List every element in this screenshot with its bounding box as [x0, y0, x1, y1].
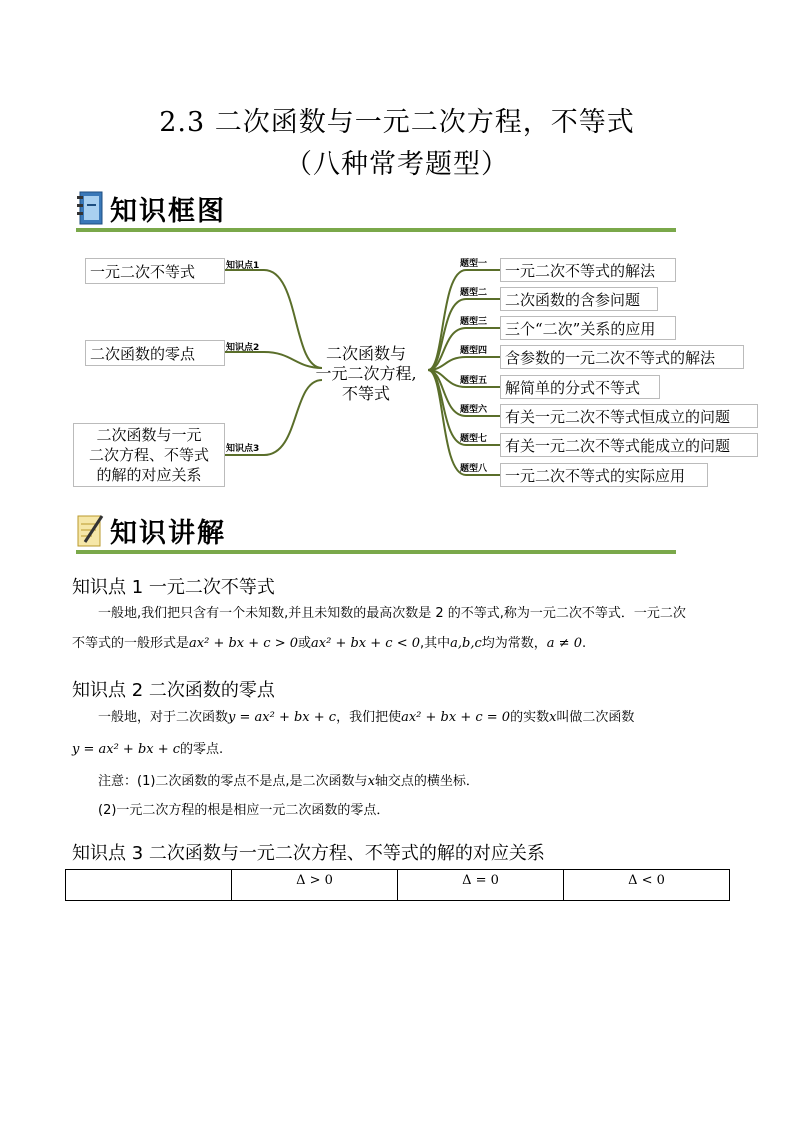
node-text: 解简单的分式不等式 [505, 378, 641, 397]
math-expression: ax² + bx + c < 0 [311, 636, 420, 651]
mindmap-node-t2 [500, 287, 658, 311]
math-expression: a ≠ 0 [546, 636, 582, 651]
mindmap-label-t7: 题型七 [460, 434, 488, 444]
mindmap-node-t6 [500, 404, 758, 428]
math-expression: a,b,c [450, 636, 482, 651]
text-run: 或 [298, 636, 312, 651]
pen-paper-icon [76, 512, 104, 548]
mindmap-node-kp3 [73, 423, 225, 487]
mindmap-label-t3: 题型三 [460, 317, 488, 327]
mindmap-center-node [300, 344, 432, 404]
node-text: 二次函数的含参问题 [505, 290, 641, 309]
table-header-row [66, 870, 730, 901]
center-line: 一元二次方程, [315, 364, 417, 383]
math-expression: x [367, 774, 375, 789]
document-title: 2.3 二次函数与一元二次方程，不等式 [159, 107, 635, 138]
text-run: 均为常数， [481, 636, 547, 651]
table-header-cell: Δ = 0 [398, 870, 564, 901]
document-subtitle: （八种常考题型） [285, 149, 509, 180]
text-run: ，我们把使 [336, 710, 402, 725]
math-expression: y = ax² + bx + c [228, 710, 337, 725]
table-header-cell [66, 870, 232, 901]
kp2-note1 [72, 768, 732, 796]
mindmap-label-t4: 题型四 [460, 346, 488, 356]
math-expression: y = ax² + bx + c [72, 742, 181, 757]
node-text-line: 的解的对应关系 [96, 466, 202, 484]
node-text: 含参数的一元二次不等式的解法 [505, 348, 716, 367]
mindmap-node-kp1 [85, 258, 225, 284]
text-run: 叫做二次函数 [556, 710, 635, 725]
mindmap-label-kp3: 知识点3 [226, 444, 260, 454]
mindmap-label-t6: 题型六 [460, 405, 488, 415]
mindmap-node-t4 [500, 345, 744, 369]
text-run: 的零点. [180, 742, 224, 757]
mindmap-node-t3 [500, 316, 676, 340]
table-header-cell: Δ > 0 [232, 870, 398, 901]
text-run: 注意：(1)二次函数的零点不是点,是二次函数与 [98, 774, 368, 789]
text-run: 的实数 [510, 710, 550, 725]
mindmap-node-t1 [500, 258, 676, 282]
kp3-heading: 知识点 3 二次函数与一元二次方程、不等式的解的对应关系 [72, 843, 545, 864]
kp1-heading: 知识点 1 一元二次不等式 [72, 577, 275, 598]
kp2-heading: 知识点 2 二次函数的零点 [72, 680, 275, 701]
node-text: 三个“二次”关系的应用 [505, 319, 656, 338]
node-text: 一元二次不等式 [90, 262, 196, 281]
kp1-paragraph-line2 [72, 630, 732, 658]
node-text: 一元二次不等式的解法 [505, 261, 656, 280]
section-title-framework: 知识框图 [110, 195, 226, 227]
node-text: 一元二次不等式的实际应用 [505, 466, 686, 485]
section-title-lecture: 知识讲解 [110, 517, 226, 549]
mindmap-node-t5 [500, 375, 660, 399]
text-run: 不等式的一般形式是 [72, 636, 190, 651]
kp1-paragraph-line1: 一般地,我们把只含有一个未知数,并且未知数的最高次数是 2 的不等式,称为一元二次不等式．一元二次 [98, 606, 686, 621]
mindmap-node-kp2 [85, 340, 225, 366]
mindmap-label-kp2: 知识点2 [226, 343, 260, 353]
math-expression: x [549, 710, 557, 725]
node-text-line: 二次函数与一元 [96, 426, 202, 444]
center-line: 二次函数与 [325, 344, 406, 363]
correspondence-table [65, 869, 730, 901]
mindmap-label-kp1: 知识点1 [226, 261, 260, 271]
mindmap-node-t7 [500, 433, 758, 457]
node-text: 有关一元二次不等式恒成立的问题 [505, 407, 731, 426]
node-text: 有关一元二次不等式能成立的问题 [505, 436, 731, 455]
mindmap-label-t2: 题型二 [460, 288, 488, 298]
mindmap-label-t1: 题型一 [460, 259, 488, 269]
text-run: 轴交点的横坐标． [374, 774, 479, 789]
section-header-lecture [76, 510, 226, 550]
kp2-paragraph-line1 [72, 704, 732, 732]
section-rule [76, 550, 676, 554]
math-expression: ax² + bx + c > 0 [189, 636, 298, 651]
text-run: 一般地，对于二次函数 [98, 710, 229, 725]
kp2-note2: (2)一元二次方程的根是相应一元二次函数的零点． [98, 803, 390, 818]
mindmap-node-t8 [500, 463, 708, 487]
text-run: . [581, 636, 587, 651]
node-text-line: 二次方程、不等式 [88, 446, 209, 464]
mindmap-label-t5: 题型五 [460, 376, 488, 386]
table-header-cell: Δ < 0 [564, 870, 730, 901]
kp2-paragraph-line2 [72, 736, 732, 764]
math-expression: ax² + bx + c = 0 [401, 710, 511, 725]
center-line: 不等式 [341, 384, 390, 403]
node-text: 二次函数的零点 [90, 344, 196, 363]
mindmap-label-t8: 题型八 [460, 464, 488, 474]
text-run: ,其中 [420, 636, 451, 651]
